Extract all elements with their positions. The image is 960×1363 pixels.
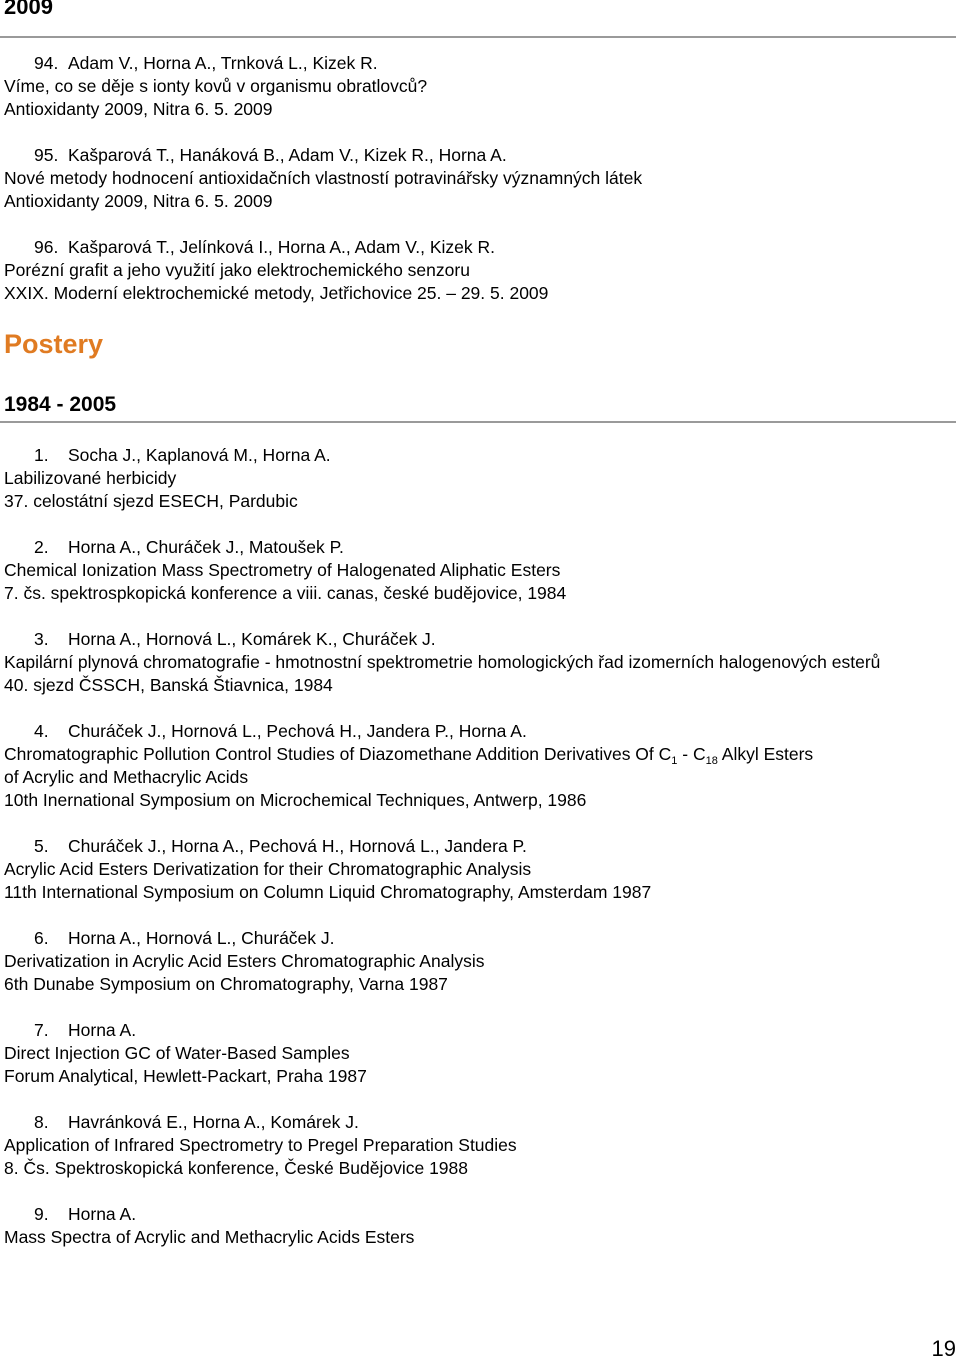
- poster-list: [4, 444, 954, 1272]
- entry-authors: Adam V., Horna A., Trnková L., Kizek R.: [68, 53, 378, 73]
- entry-number: 94.: [34, 53, 59, 73]
- subscript: 1: [671, 755, 678, 767]
- entry-authors: Havránková E., Horna A., Komárek J.: [68, 1112, 359, 1132]
- entry-venue: 37. celostátní sjezd ESECH, Pardubic: [4, 491, 298, 511]
- entry-number: 7.: [34, 1020, 49, 1040]
- list-item: [4, 835, 954, 904]
- entry-number: 8.: [34, 1112, 49, 1132]
- entry-title-part: Chromatographic Pollution Control Studies of Diazomethane Addition Derivatives Of C: [4, 744, 672, 764]
- entry-title: Víme, co se děje s ionty kovů v organismu obratlovců?: [4, 76, 428, 96]
- list-item: [4, 927, 954, 996]
- list-item: [4, 628, 954, 697]
- entry-venue: 8. Čs. Spektroskopická konference, České Budějovice 1988: [4, 1158, 469, 1178]
- entry-authors: Kašparová T., Jelínková I., Horna A., Adam V., Kizek R.: [68, 237, 496, 257]
- list-item: [4, 52, 954, 121]
- entry-venue: 10th Inernational Symposium on Microchemical Techniques, Antwerp, 1986: [4, 790, 587, 810]
- entry-number: 96.: [34, 237, 59, 257]
- entry-title-continued: of Acrylic and Methacrylic Acids: [4, 767, 249, 787]
- entry-number: 6.: [34, 928, 49, 948]
- entry-venue: Antioxidanty 2009, Nitra 6. 5. 2009: [4, 99, 273, 119]
- list-item: [4, 720, 954, 812]
- entry-authors: Kašparová T., Hanáková B., Adam V., Kizek R., Horna A.: [68, 145, 507, 165]
- entry-authors: Horna A.: [68, 1020, 137, 1040]
- entry-venue: 40. sjezd ČSSCH, Banská Štiavnica, 1984: [4, 675, 333, 695]
- page-number: 19: [931, 1336, 956, 1361]
- entry-authors: Horna A., Churáček J., Matoušek P.: [68, 537, 344, 557]
- entry-title: Porézní grafit a jeho využití jako elektrochemického senzoru: [4, 260, 470, 280]
- entry-title: Kapilární plynová chromatografie - hmotnostní spektrometrie homologických řad izomerních halogenových esterů: [4, 652, 881, 672]
- entry-title-part: Alkyl Esters: [717, 744, 814, 764]
- entry-venue: 6th Dunabe Symposium on Chromatography, Varna 1987: [4, 974, 448, 994]
- list-item: [4, 1203, 954, 1249]
- entry-authors: Horna A., Hornová L., Komárek K., Churáček J.: [68, 629, 436, 649]
- entry-title: Chemical Ionization Mass Spectrometry of Halogenated Aliphatic Esters: [4, 560, 561, 580]
- entry-title-part: - C: [677, 744, 706, 764]
- entry-venue: XXIX. Moderní elektrochemické metody, Jetřichovice 25. – 29. 5. 2009: [4, 283, 549, 303]
- entry-venue: 11th International Symposium on Column Liquid Chromatography, Amsterdam 1987: [4, 882, 652, 902]
- section-divider: [0, 421, 956, 423]
- entry-authors: Horna A.: [68, 1204, 137, 1224]
- section-divider: [0, 36, 956, 38]
- section-title: Postery: [4, 329, 104, 359]
- year-heading: 2009: [4, 0, 53, 19]
- entry-number: 1.: [34, 445, 49, 465]
- list-item: [4, 144, 954, 213]
- entry-authors: Socha J., Kaplanová M., Horna A.: [68, 445, 331, 465]
- entry-number: 3.: [34, 629, 49, 649]
- entry-authors: Churáček J., Horna A., Pechová H., Hornová L., Jandera P.: [68, 836, 527, 856]
- entry-number: 95.: [34, 145, 59, 165]
- entry-number: 4.: [34, 721, 49, 741]
- entry-title: Application of Infrared Spectrometry to Pregel Preparation Studies: [4, 1135, 517, 1155]
- entries-2009-list: [4, 52, 954, 328]
- range-heading: 1984 - 2005: [4, 393, 117, 416]
- entry-venue: 7. čs. spektrospkopická konference a viii. canas, české budějovice, 1984: [4, 583, 567, 603]
- entry-venue: Antioxidanty 2009, Nitra 6. 5. 2009: [4, 191, 273, 211]
- entry-title: Nové metody hodnocení antioxidačních vlastností potravinářsky významných látek: [4, 168, 643, 188]
- entry-number: 2.: [34, 537, 49, 557]
- list-item: [4, 1111, 954, 1180]
- entry-title: Direct Injection GC of Water-Based Samples: [4, 1043, 350, 1063]
- subscript: 18: [705, 755, 718, 767]
- entry-venue: Forum Analytical, Hewlett-Packart, Praha 1987: [4, 1066, 367, 1086]
- entry-title: Acrylic Acid Esters Derivatization for their Chromatographic Analysis: [4, 859, 532, 879]
- list-item: [4, 1019, 954, 1088]
- entry-title: [4, 743, 954, 766]
- entry-title: Labilizované herbicidy: [4, 468, 177, 488]
- list-item: [4, 236, 954, 305]
- entry-title: Mass Spectra of Acrylic and Methacrylic Acids Esters: [4, 1227, 415, 1247]
- entry-title: Derivatization in Acrylic Acid Esters Chromatographic Analysis: [4, 951, 485, 971]
- entry-number: 5.: [34, 836, 49, 856]
- entry-authors: Horna A., Hornová L., Churáček J.: [68, 928, 335, 948]
- list-item: [4, 536, 954, 605]
- list-item: [4, 444, 954, 513]
- entry-authors: Churáček J., Hornová L., Pechová H., Jandera P., Horna A.: [68, 721, 527, 741]
- entry-number: 9.: [34, 1204, 49, 1224]
